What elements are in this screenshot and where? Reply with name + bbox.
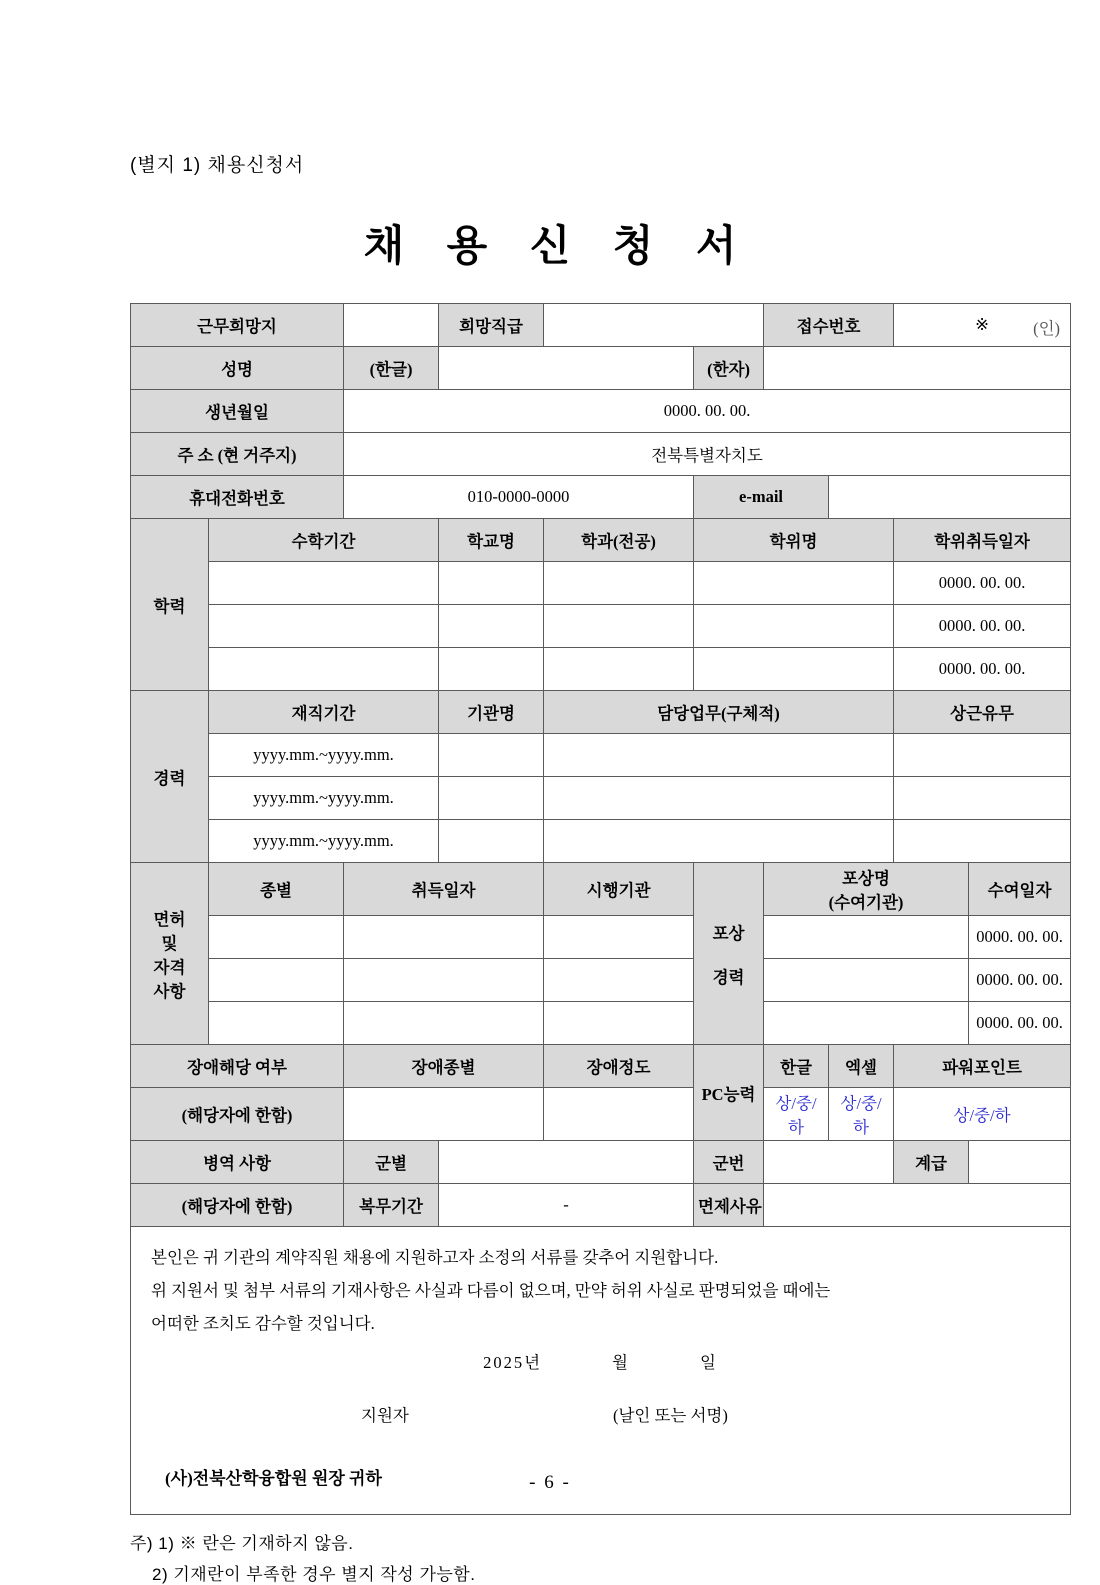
license-label-line-1: 면허 bbox=[153, 909, 186, 929]
pc-column-hangul: 한글 bbox=[764, 1045, 829, 1088]
table-row-license-3 bbox=[131, 1002, 1071, 1045]
career-duty-1[interactable] bbox=[544, 734, 894, 777]
document-reference-label: (별지 1) 채용신청서 bbox=[130, 155, 305, 176]
license-type-3[interactable] bbox=[209, 1002, 344, 1045]
table-row-career-header bbox=[131, 691, 1071, 734]
license-type-1[interactable] bbox=[209, 916, 344, 959]
career-fulltime-1[interactable] bbox=[894, 734, 1071, 777]
pc-value-powerpoint[interactable]: 상/중/하 bbox=[894, 1088, 1071, 1141]
career-period-1[interactable]: yyyy.mm.~yyyy.mm. bbox=[209, 734, 439, 777]
table-row-work-place bbox=[131, 304, 1071, 347]
phone-label: 휴대전화번호 bbox=[131, 476, 344, 519]
pc-skill-label: PC능력 bbox=[694, 1045, 764, 1141]
page-number: - 6 - bbox=[529, 1472, 571, 1493]
military-label-line-2: (해당자에 한함) bbox=[131, 1184, 344, 1227]
career-duty-3[interactable] bbox=[544, 820, 894, 863]
disability-label-line-2: (해당자에 한함) bbox=[131, 1088, 344, 1141]
statement-line-2: 위 지원서 및 첨부 서류의 기재사항은 사실과 다름이 없으며, 만약 허위 사실로 판명되었을 때에는 bbox=[151, 1281, 831, 1300]
education-header-school: 학교명 bbox=[439, 519, 544, 562]
birth-value[interactable]: 0000. 00. 00. bbox=[344, 390, 1071, 433]
table-row-military-1 bbox=[131, 1141, 1071, 1184]
award-date-1[interactable]: 0000. 00. 00. bbox=[969, 916, 1071, 959]
education-degree-1[interactable] bbox=[694, 562, 894, 605]
career-org-2[interactable] bbox=[439, 777, 544, 820]
table-row-name bbox=[131, 347, 1071, 390]
license-org-3[interactable] bbox=[544, 1002, 694, 1045]
career-org-1[interactable] bbox=[439, 734, 544, 777]
education-major-2[interactable] bbox=[544, 605, 694, 648]
table-row-disability-values bbox=[131, 1088, 1071, 1141]
career-header-duty: 담당업무(구체적) bbox=[544, 691, 894, 734]
license-header-date: 취득일자 bbox=[344, 863, 544, 916]
table-row-education-1 bbox=[131, 562, 1071, 605]
page-title: 채 용 신 청 서 bbox=[363, 224, 753, 270]
signature-year: 2025년 bbox=[483, 1353, 543, 1372]
award-label-line-1: 포상 bbox=[712, 923, 745, 943]
desired-rank-value[interactable] bbox=[544, 304, 764, 347]
applicant-signature-row bbox=[151, 1399, 1050, 1432]
license-label-line-3: 자격 bbox=[153, 957, 186, 977]
license-org-1[interactable] bbox=[544, 916, 694, 959]
work-place-label: 근무희망지 bbox=[131, 304, 344, 347]
signature-note: (날인 또는 서명) bbox=[612, 1406, 728, 1425]
license-date-2[interactable] bbox=[344, 959, 544, 1002]
military-service-no-label: 군번 bbox=[694, 1141, 764, 1184]
education-header-degree: 학위명 bbox=[694, 519, 894, 562]
education-school-1[interactable] bbox=[439, 562, 544, 605]
military-period-value[interactable]: - bbox=[439, 1184, 694, 1227]
license-type-2[interactable] bbox=[209, 959, 344, 1002]
table-row-license-2 bbox=[131, 959, 1071, 1002]
career-period-2[interactable]: yyyy.mm.~yyyy.mm. bbox=[209, 777, 439, 820]
table-row-career-1 bbox=[131, 734, 1071, 777]
table-row-disability-header bbox=[131, 1045, 1071, 1088]
signature-date bbox=[151, 1346, 1050, 1379]
name-label: 성명 bbox=[131, 347, 344, 390]
table-row-career-3 bbox=[131, 820, 1071, 863]
name-hanja-value[interactable] bbox=[764, 347, 1071, 390]
education-major-1[interactable] bbox=[544, 562, 694, 605]
education-degree-3[interactable] bbox=[694, 648, 894, 691]
disability-type-label: 장애종별 bbox=[344, 1045, 544, 1088]
disability-degree-label: 장애정도 bbox=[544, 1045, 694, 1088]
desired-rank-label: 희망직급 bbox=[439, 304, 544, 347]
education-school-2[interactable] bbox=[439, 605, 544, 648]
career-org-3[interactable] bbox=[439, 820, 544, 863]
education-period-1[interactable] bbox=[209, 562, 439, 605]
education-header-major: 학과(전공) bbox=[544, 519, 694, 562]
license-date-3[interactable] bbox=[344, 1002, 544, 1045]
career-header-org: 기관명 bbox=[439, 691, 544, 734]
education-header-period: 수학기간 bbox=[209, 519, 439, 562]
license-section-label bbox=[131, 863, 209, 1045]
career-fulltime-2[interactable] bbox=[894, 777, 1071, 820]
phone-value[interactable]: 010-0000-0000 bbox=[344, 476, 694, 519]
email-label: e-mail bbox=[694, 476, 829, 519]
table-row-license-header bbox=[131, 863, 1071, 916]
table-row-license-1 bbox=[131, 916, 1071, 959]
career-period-3[interactable]: yyyy.mm.~yyyy.mm. bbox=[209, 820, 439, 863]
pc-value-hangul[interactable]: 상/중/하 bbox=[764, 1088, 829, 1141]
email-value[interactable] bbox=[829, 476, 1071, 519]
table-row-education-3 bbox=[131, 648, 1071, 691]
career-section-label: 경력 bbox=[131, 691, 209, 863]
name-hangul-value[interactable] bbox=[439, 347, 694, 390]
award-name-2[interactable] bbox=[764, 959, 969, 1002]
table-row-education-header bbox=[131, 519, 1071, 562]
table-row-career-2 bbox=[131, 777, 1071, 820]
career-fulltime-3[interactable] bbox=[894, 820, 1071, 863]
signature-month: 월 bbox=[612, 1353, 630, 1372]
work-place-value[interactable] bbox=[344, 304, 439, 347]
license-header-type: 종별 bbox=[209, 863, 344, 916]
military-rank-label: 계급 bbox=[894, 1141, 969, 1184]
award-header-name bbox=[764, 863, 969, 916]
applicant-label: 지원자 bbox=[361, 1406, 409, 1425]
receipt-no-label: 접수번호 bbox=[764, 304, 894, 347]
license-org-2[interactable] bbox=[544, 959, 694, 1002]
table-row-address bbox=[131, 433, 1071, 476]
address-value[interactable]: 전북특별자치도 bbox=[344, 433, 1071, 476]
license-label-line-2: 및 bbox=[161, 933, 178, 953]
award-section-label bbox=[694, 863, 764, 1045]
military-branch-value[interactable] bbox=[439, 1141, 694, 1184]
table-row-birth bbox=[131, 390, 1071, 433]
award-date-3[interactable]: 0000. 00. 00. bbox=[969, 1002, 1071, 1045]
statement-line-3: 어떠한 조치도 감수할 것입니다. bbox=[151, 1314, 375, 1333]
license-label-line-4: 사항 bbox=[153, 981, 186, 1001]
addressee-label: (사)전북산학융합원 원장 귀하 bbox=[165, 1469, 382, 1488]
military-rank-value[interactable] bbox=[969, 1141, 1071, 1184]
award-label-line-2: 경력 bbox=[712, 967, 745, 987]
receipt-no-mark: ※ bbox=[975, 315, 989, 334]
note-1: 주) 1) ※ 란은 기재하지 않음. bbox=[130, 1534, 354, 1553]
birth-label: 생년월일 bbox=[131, 390, 344, 433]
disability-type-value[interactable] bbox=[344, 1088, 544, 1141]
military-exemption-label: 면제사유 bbox=[694, 1184, 764, 1227]
award-name-1[interactable] bbox=[764, 916, 969, 959]
education-period-2[interactable] bbox=[209, 605, 439, 648]
career-duty-2[interactable] bbox=[544, 777, 894, 820]
license-date-1[interactable] bbox=[344, 916, 544, 959]
license-header-org: 시행기관 bbox=[544, 863, 694, 916]
note-2: 2) 기재란이 부족한 경우 별지 작성 가능함. bbox=[152, 1565, 476, 1584]
address-label: 주 소 (현 거주지) bbox=[131, 433, 344, 476]
education-major-3[interactable] bbox=[544, 648, 694, 691]
disability-degree-value[interactable] bbox=[544, 1088, 694, 1141]
education-period-3[interactable] bbox=[209, 648, 439, 691]
award-header-name-line1: 포상명 bbox=[842, 869, 890, 888]
education-date-2[interactable]: 0000. 00. 00. bbox=[894, 605, 1071, 648]
military-exemption-value[interactable] bbox=[764, 1184, 1071, 1227]
award-date-2[interactable]: 0000. 00. 00. bbox=[969, 959, 1071, 1002]
receipt-no-value[interactable] bbox=[894, 304, 1071, 347]
table-row-contact bbox=[131, 476, 1071, 519]
statement-line-1: 본인은 귀 기관의 계약직원 채용에 지원하고자 소정의 서류를 갖추어 지원합니다. bbox=[151, 1248, 719, 1267]
award-header-date: 수여일자 bbox=[969, 863, 1071, 916]
award-name-3[interactable] bbox=[764, 1002, 969, 1045]
name-hanja-label: (한자) bbox=[694, 347, 764, 390]
education-date-3[interactable]: 0000. 00. 00. bbox=[894, 648, 1071, 691]
education-degree-2[interactable] bbox=[694, 605, 894, 648]
education-section-label: 학력 bbox=[131, 519, 209, 691]
table-row-military-2 bbox=[131, 1184, 1071, 1227]
pc-column-powerpoint: 파워포인트 bbox=[894, 1045, 1071, 1088]
pc-column-excel: 엑셀 bbox=[829, 1045, 894, 1088]
application-form-table bbox=[130, 303, 1071, 1515]
name-hangul-label: (한글) bbox=[344, 347, 439, 390]
award-header-name-line2: (수여기관) bbox=[828, 893, 904, 912]
disability-label-line-1: 장애해당 여부 bbox=[131, 1045, 344, 1088]
military-period-label: 복무기간 bbox=[344, 1184, 439, 1227]
military-branch-label: 군별 bbox=[344, 1141, 439, 1184]
education-date-1[interactable]: 0000. 00. 00. bbox=[894, 562, 1071, 605]
military-label-line-1: 병역 사항 bbox=[131, 1141, 344, 1184]
career-header-period: 재직기간 bbox=[209, 691, 439, 734]
education-school-3[interactable] bbox=[439, 648, 544, 691]
seal-mark: (인) bbox=[1033, 319, 1061, 338]
form-notes bbox=[130, 1529, 970, 1585]
pc-value-excel[interactable]: 상/중/하 bbox=[829, 1088, 894, 1141]
career-header-fulltime: 상근유무 bbox=[894, 691, 1071, 734]
education-header-date: 학위취득일자 bbox=[894, 519, 1071, 562]
military-service-no-value[interactable] bbox=[764, 1141, 894, 1184]
signature-day: 일 bbox=[700, 1353, 718, 1372]
table-row-education-2 bbox=[131, 605, 1071, 648]
